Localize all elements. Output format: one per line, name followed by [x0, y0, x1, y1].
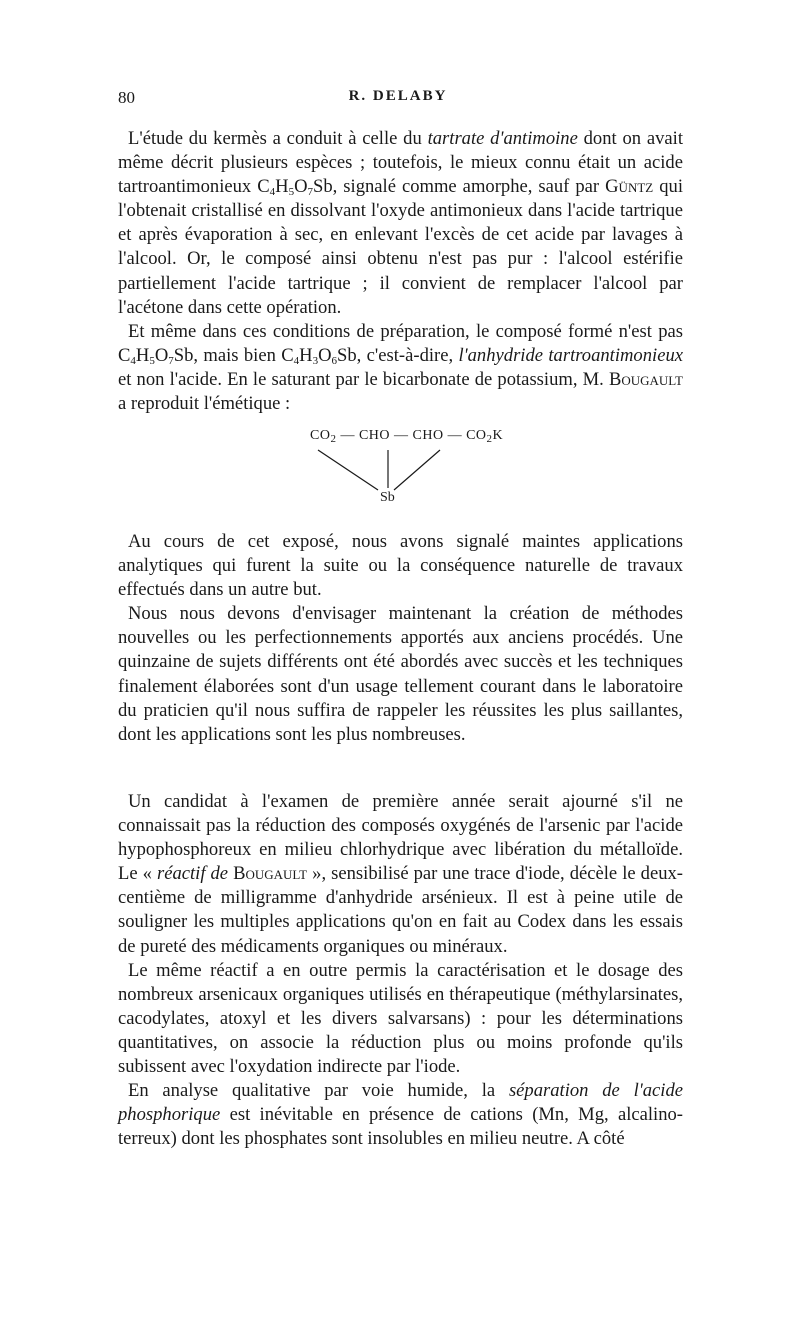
subscript: 4	[269, 186, 276, 199]
text-run: », sensibilisé par une trace d'iode, décèle le deux-centième de milligramme d'anhydride arsénieux. Il est à peine utile de souligner les multiples applications qu'on en fait au Codex dans les essais de pureté des médicaments organiques ou minéraux.	[118, 863, 683, 957]
paragraph	[118, 790, 683, 959]
paragraph	[118, 530, 683, 602]
formula-bonds	[310, 428, 530, 518]
text-run: qui l'obtenait cristallisé en dissolvant l'oxyde antimonieux dans l'acide tartrique et après évaporation à sec, en enlevant l'excès de cet acide par lavages à l'alcool. Or, le composé ainsi obtenu n'est pas pur : l'alcool estérifie partiellement l'acide tartrique ; il convient de remplacer l'alcool par l'acétone dans cette opération.	[118, 176, 683, 318]
italic-text: l'anhydride tartroantimonieux	[458, 344, 683, 366]
bond-left	[318, 450, 378, 490]
text-run: — CHO — CHO — CO	[336, 428, 487, 443]
paragraph	[118, 602, 683, 747]
subscript: 4	[293, 354, 300, 367]
paragraph	[118, 127, 683, 320]
page-header	[118, 88, 678, 114]
subscript: 7	[307, 186, 313, 199]
subscript: 6	[331, 354, 338, 367]
text-run: Un candidat à l'examen de première année serait ajourné s'il ne connaissait pas la réduction des composés oxygénés de l'arsenic par l'acide hypophosphoreux en milieu chlorhydrique avec libération du métalloïde. Le «	[118, 791, 683, 885]
bond-right	[394, 450, 440, 490]
subscript: 7	[168, 354, 174, 367]
author-name: Bougault	[608, 368, 683, 390]
italic-text: séparation de l'acide phosphorique	[118, 1080, 683, 1126]
text-run: Nous nous devons d'envisager maintenant la création de méthodes nouvelles ou les perfectionnements apportés aux anciens procédés. Une quinzaine de sujets différents ont été abordés avec succès et les techniques finalement élaborées sont d'un usage tellement courant dans le laboratoire du praticien qu'il nous suffira de rappeler les réussites les plus saillantes, dont les applications sont les plus nombreuses.	[118, 603, 683, 745]
subscript: 3	[312, 354, 319, 367]
page-number: 80	[118, 88, 135, 107]
text-run: L'étude du kermès a conduit à celle du	[128, 128, 428, 149]
text-run: CO	[310, 428, 331, 443]
subscript: 5	[149, 354, 155, 367]
author-name: Güntz	[605, 176, 654, 198]
text-run: Sb, mais bien C	[173, 344, 294, 366]
text-run: K	[492, 428, 504, 443]
text-run: H	[135, 344, 150, 366]
text-run: Le même réactif a en outre permis la caractérisation et le dosage des nombreux arsenicaux organiques utilisés en thérapeutique (méthylarsinates, cacodylates, atoxyl et les divers salvarsans) : pour les déterminations quantitatives, on associe la réduction plus ou moins profonde qu'ils subissent avec l'oxydation indirecte par l'iode.	[118, 959, 683, 1078]
paragraph	[118, 1079, 683, 1151]
subscript: 2	[486, 433, 493, 445]
text-run: En analyse qualitative par voie humide, la	[128, 1080, 509, 1102]
paragraph	[118, 320, 683, 416]
body-text-top	[118, 127, 683, 416]
text-run: O	[318, 344, 332, 366]
text-run: Sb, c'est-à-dire,	[337, 344, 459, 366]
text-run: O	[154, 344, 169, 366]
body-text-middle	[118, 530, 683, 747]
text-run: Et même dans ces conditions de préparation, le composé formé n'est pas C	[118, 320, 683, 366]
chemical-formula	[310, 428, 530, 518]
text-run: et non l'acide. En le saturant par le bicarbonate de potassium, M.	[118, 368, 609, 390]
text-run: H	[299, 344, 313, 366]
author-name: Bougault	[233, 863, 308, 885]
text-run: dont on avait même décrit plusieurs espèces ; toutefois, le mieux connu était un acide tartroantimonieux C	[118, 128, 683, 198]
text-run: H	[275, 176, 289, 198]
italic-text: tartrate d'antimoine	[427, 128, 578, 149]
subscript: 4	[130, 354, 136, 367]
body-text-bottom	[118, 790, 683, 1151]
text-run: est inévitable en présence de cations (Mn, Mg, alcalino-terreux) dont les phosphates sont insolubles en milieu neutre. A côté	[118, 1104, 683, 1150]
text-run: Sb, signalé comme amorphe, sauf par	[313, 176, 606, 198]
running-head: R. DELABY	[348, 88, 448, 104]
text-run: Au cours de cet exposé, nous avons signalé maintes applications analytiques qui furent la suite ou la conséquence naturelle de travaux effectués dans un autre but.	[118, 531, 683, 601]
text-run: a reproduit l'émétique :	[118, 393, 291, 415]
italic-text: réactif de	[156, 863, 229, 885]
formula-center-atom: Sb	[380, 490, 395, 505]
subscript: 5	[288, 186, 295, 199]
paragraph	[118, 959, 683, 1079]
subscript: 2	[330, 433, 337, 445]
text-run: O	[294, 176, 308, 198]
